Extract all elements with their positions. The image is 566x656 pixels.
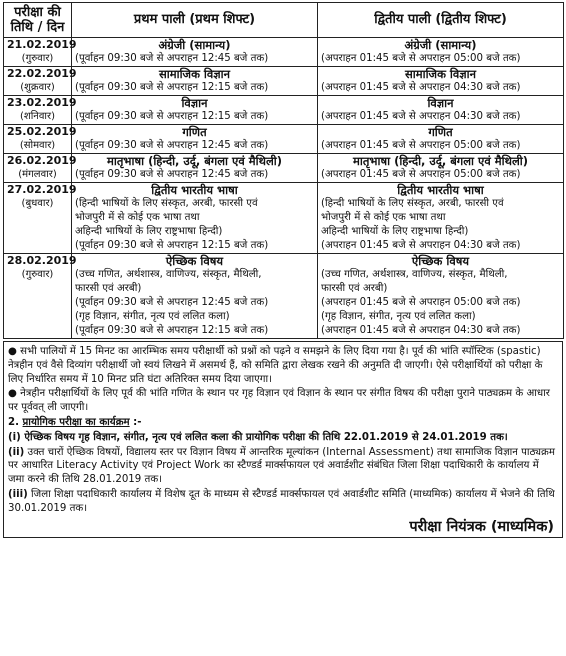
subject-detail-line: (अपराहन 01:45 बजे से अपराहन 05:00 बजे तक)	[321, 53, 521, 64]
subject-detail-line: (पूर्वाहन 09:30 बजे से अपराहन 12:45 बजे तक)	[75, 53, 269, 64]
practical-item-3	[8, 488, 558, 516]
subject-detail-line: (गृह विज्ञान, संगीत, नृत्य एवं ललित कला)	[75, 311, 230, 322]
subject-detail-line: (पूर्वाहन 09:30 बजे से अपराहन 12:45 बजे तक)	[75, 140, 269, 151]
exam-date: 22.02.2019	[7, 67, 77, 80]
header-date-line2: तिथि / दिन	[10, 20, 65, 35]
subject-name: द्वितीय भारतीय भाषा	[397, 183, 484, 197]
practical-item-2	[8, 446, 558, 487]
date-day-cell	[4, 125, 77, 154]
date-day-cell	[4, 96, 77, 125]
subject-detail-line: (अपराहन 01:45 बजे से अपराहन 04:30 बजे तक)	[321, 111, 521, 122]
header-first-shift: प्रथम पाली (प्रथम शिफ्ट)	[72, 3, 318, 38]
first-shift-cell	[72, 183, 318, 254]
exam-day: (सोमवार)	[19, 140, 56, 151]
table-row	[4, 125, 564, 154]
subject-detail-line: (उच्च गणित, अर्थशास्त्र, वाणिज्य, संस्कृत, मैथिली,	[321, 269, 508, 280]
header-date-line1: परीक्षा की	[14, 5, 61, 20]
second-shift-cell	[318, 67, 564, 96]
first-shift-cell	[72, 254, 318, 339]
first-shift-cell	[72, 67, 318, 96]
subject-detail-line: (हिन्दी भाषियों के लिए संस्कृत, अरबी, फारसी एवं	[321, 198, 504, 209]
note-bullet-1: ● सभी पालियों में 15 मिनट का आरम्भिक समय परीक्षार्थी को प्रश्नों को पढ़ने व समझने के लिए दिया गया है। पूर्व की भांति स्पॉस्टिक (spastic) नेत्रहीन एवं वैसे दिव्यांग परीक्षार्थी जो स्वयं लिखने में असमर्थ हैं, को समिति द्वारा लेखक रखने की अनुमति दी जाएगी। ऐसे परीक्षार्थियों को परीक्षा के लिए निर्धारित समय में 10 मिनट प्रति घंटा अतिरिक्त समय दिया जाएगा।	[8, 346, 543, 385]
subject-detail-line: (अपराहन 01:45 बजे से अपराहन 05:00 बजे तक)	[321, 140, 521, 151]
exam-date: 25.02.2019	[7, 125, 77, 138]
practical-exam-heading	[8, 416, 558, 430]
exam-day: (शुक्रवार)	[20, 82, 55, 93]
exam-date: 28.02.2019	[7, 254, 77, 267]
first-shift-cell	[72, 38, 318, 67]
subject-detail-line: (अपराहन 01:45 बजे से अपराहन 04:30 बजे तक)	[321, 82, 521, 93]
subject-detail-line: भोजपुरी में से कोई एक भाषा तथा	[75, 212, 200, 223]
subject-name: ऐच्छिक विषय	[411, 254, 470, 268]
table-row	[4, 96, 564, 125]
exam-day: (गुरुवार)	[21, 269, 54, 280]
subject-name: गणित	[428, 125, 453, 139]
header-second-shift: द्वितीय पाली (द्वितीय शिफ्ट)	[318, 3, 564, 38]
subject-detail-line: (गृह विज्ञान, संगीत, नृत्य एवं ललित कला)	[321, 311, 476, 322]
exam-schedule-table	[3, 2, 564, 339]
first-shift-cell	[72, 154, 318, 183]
notes-section	[3, 341, 563, 538]
subject-detail-line: (अपराहन 01:45 बजे से अपराहन 05:00 बजे तक)	[321, 297, 521, 308]
subject-detail-line: (पूर्वाहन 09:30 बजे से अपराहन 12:15 बजे तक)	[75, 82, 269, 93]
date-day-cell	[4, 154, 77, 183]
section-suffix: :-	[129, 416, 142, 428]
schedule-body	[4, 38, 564, 339]
first-shift-cell	[72, 96, 318, 125]
second-shift-cell	[318, 154, 564, 183]
subject-detail-line: (अपराहन 01:45 बजे से अपराहन 04:30 बजे तक)	[321, 325, 521, 336]
table-row	[4, 67, 564, 96]
exam-day: (शनिवार)	[20, 111, 55, 122]
subject-detail-line: (अपराहन 01:45 बजे से अपराहन 04:30 बजे तक)	[321, 240, 521, 251]
subject-detail-line: (उच्च गणित, अर्थशास्त्र, वाणिज्य, संस्कृत, मैथिली,	[75, 269, 262, 280]
table-row	[4, 154, 564, 183]
exam-day: (मंगलवार)	[18, 169, 57, 180]
table-row	[4, 38, 564, 67]
item2-text: उक्त चारों ऐच्छिक विषयों, विद्यालय स्तर पर विज्ञान विषय में आन्तरिक मूल्यांकन (Internal Assessment) तथा सामाजिक विज्ञान पाठ्यक्रम पर आधारित Literacy Activity एवं Project Work का स्टैण्डर्ड मार्क्सफायल एवं अवार्डशीट संबंधित जिला शिक्षा पदाधिकारी के कार्यालय में जमा करने की तिथि 28.01.2019 तक।	[8, 446, 555, 486]
first-shift-cell	[72, 125, 318, 154]
second-shift-cell	[318, 96, 564, 125]
table-header-row	[4, 3, 564, 38]
subject-detail-line: (पूर्वाहन 09:30 बजे से अपराहन 12:45 बजे तक)	[75, 169, 269, 180]
header-date-day	[4, 3, 72, 38]
subject-name: सामाजिक विज्ञान	[404, 67, 477, 81]
subject-detail-line: अहिन्दी भाषियों के लिए राष्ट्रभाषा हिन्दी)	[321, 226, 469, 237]
second-shift-cell	[318, 254, 564, 339]
subject-name: द्वितीय भारतीय भाषा	[151, 183, 238, 197]
subject-detail-line: फारसी एवं अरबी)	[321, 283, 388, 294]
subject-name: विज्ञान	[181, 96, 208, 110]
subject-detail-line: फारसी एवं अरबी)	[75, 283, 142, 294]
date-day-cell	[4, 38, 77, 67]
exam-date: 21.02.2019	[7, 38, 77, 51]
exam-date: 26.02.2019	[7, 154, 77, 167]
note-bullet-2: ● नेत्रहीन परीक्षार्थियों के लिए पूर्व की भांति गणित के स्थान पर गृह विज्ञान एवं विज्ञान के स्थान पर संगीत विषय की परीक्षा पुराने पाठ्यक्रम के आधार पर पूर्ववत् ली जाएगी।	[8, 388, 550, 414]
exam-day: (बुधवार)	[21, 198, 54, 209]
date-day-cell	[4, 254, 77, 339]
item3-label: (iii)	[8, 488, 28, 500]
exam-day: (गुरुवार)	[21, 53, 54, 64]
subject-name: अंग्रेजी (सामान्य)	[404, 38, 477, 52]
subject-detail-line: (हिन्दी भाषियों के लिए संस्कृत, अरबी, फारसी एवं	[75, 198, 258, 209]
date-day-cell	[4, 183, 77, 254]
practical-item-1: (i) ऐच्छिक विषय गृह विज्ञान, संगीत, नृत्य एवं ललित कला की प्रायोगिक परीक्षा की तिथि 22.01.2019 से 24.01.2019 तक।	[8, 431, 508, 443]
item2-label: (ii)	[8, 446, 25, 458]
subject-name: सामाजिक विज्ञान	[158, 67, 231, 81]
subject-detail-line: (पूर्वाहन 09:30 बजे से अपराहन 12:15 बजे तक)	[75, 111, 269, 122]
item3-text: जिला शिक्षा पदाधिकारी कार्यालय में विशेष दूत के माध्यम से स्टैण्डर्ड मार्क्सफायल एवं अवार्डशीट समिति (माध्यमिक) कार्यालय में भेजने की तिथि 30.01.2019 तक।	[8, 488, 555, 514]
subject-detail-line: अहिन्दी भाषियों के लिए राष्ट्रभाषा हिन्दी)	[75, 226, 223, 237]
subject-name: विज्ञान	[427, 96, 454, 110]
second-shift-cell	[318, 38, 564, 67]
second-shift-cell	[318, 183, 564, 254]
subject-name: गणित	[182, 125, 207, 139]
date-day-cell	[4, 67, 77, 96]
signature-controller: परीक्षा नियंत्रक (माध्यमिक)	[409, 518, 554, 535]
section-title: प्रायोगिक परीक्षा का कार्यक्रम	[22, 416, 130, 428]
subject-name: ऐच्छिक विषय	[165, 254, 224, 268]
subject-name: मातृभाषा (हिन्दी, उर्दू, बंगला एवं मैथिली)	[106, 154, 283, 168]
table-row	[4, 254, 564, 339]
subject-name: अंग्रेजी (सामान्य)	[158, 38, 231, 52]
subject-detail-line: भोजपुरी में से कोई एक भाषा तथा	[321, 212, 446, 223]
subject-detail-line: (पूर्वाहन 09:30 बजे से अपराहन 12:15 बजे तक)	[75, 325, 269, 336]
subject-detail-line: (पूर्वाहन 09:30 बजे से अपराहन 12:45 बजे तक)	[75, 297, 269, 308]
exam-date: 27.02.2019	[7, 183, 77, 196]
table-row	[4, 183, 564, 254]
subject-detail-line: (पूर्वाहन 09:30 बजे से अपराहन 12:15 बजे तक)	[75, 240, 269, 251]
section-number: 2.	[8, 416, 19, 428]
subject-detail-line: (अपराहन 01:45 बजे से अपराहन 05:00 बजे तक)	[321, 169, 521, 180]
subject-name: मातृभाषा (हिन्दी, उर्दू, बंगला एवं मैथिली)	[352, 154, 529, 168]
second-shift-cell	[318, 125, 564, 154]
exam-date: 23.02.2019	[7, 96, 77, 109]
